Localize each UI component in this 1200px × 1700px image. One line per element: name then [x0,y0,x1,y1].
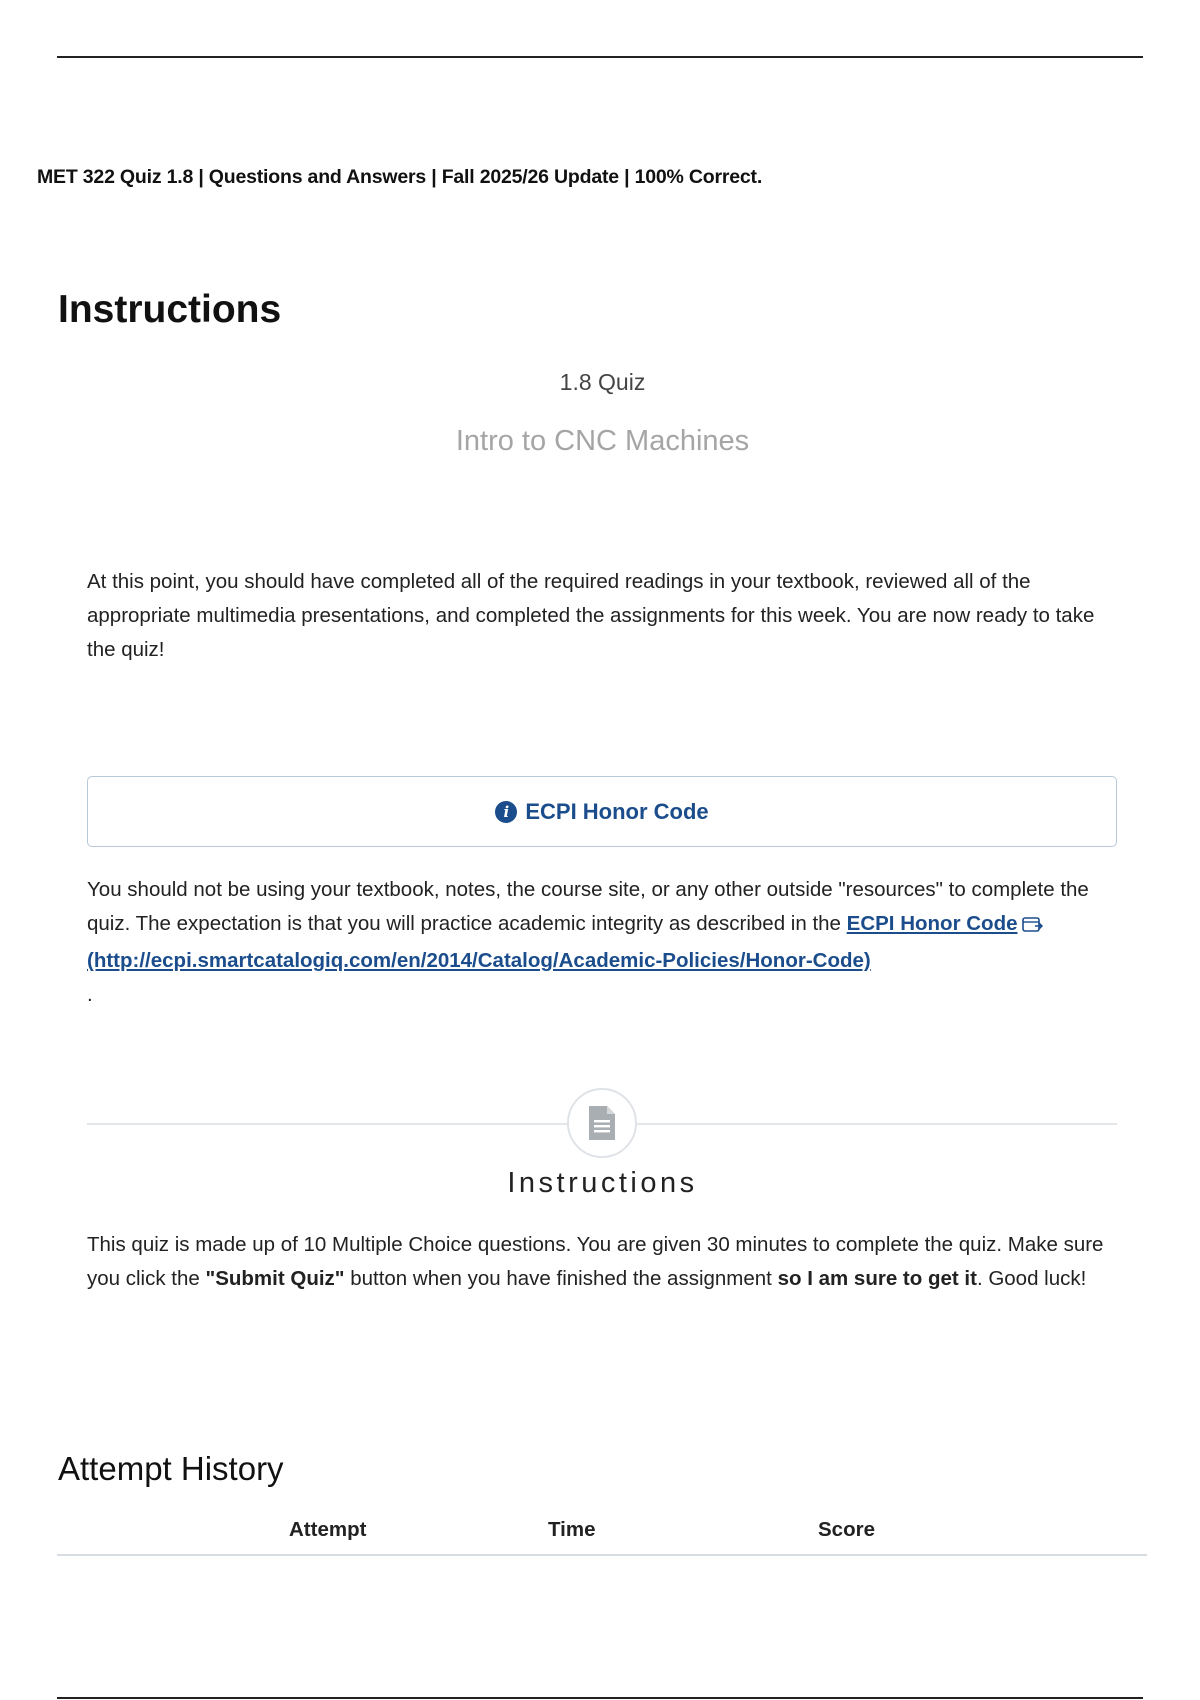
info-circle-icon: i [495,801,517,823]
top-rule [57,56,1143,58]
quiz-text-1: This quiz is made up of 10 Multiple Choice questions. You are given 30 minutes to complete the quiz. Make sure you click the [87,1233,1104,1290]
honor-code-paragraph [87,873,1122,1012]
honor-code-end: . [87,983,93,1006]
quiz-submit-bold: "Submit Quiz" [205,1267,345,1290]
quiz-text-3: . Good luck! [976,1267,1087,1290]
external-link-icon [1022,910,1044,944]
column-header-time: Time [548,1518,596,1541]
quiz-instructions-paragraph [87,1228,1122,1296]
document-icon [567,1088,637,1158]
quiz-label: 1.8 Quiz [559,369,646,395]
quiz-text-2: button when you have finished the assignment [344,1267,778,1290]
instructions-section-heading: Instructions [507,1167,698,1199]
quiz-subtitle: Intro to CNC Machines [455,425,750,457]
honor-code-text: You should not be using your textbook, notes, the course site, or any other outside "resources" to complete the quiz. The expectation is that you will practice academic integrity as described in the [87,878,1089,935]
document-title: MET 322 Quiz 1.8 | Questions and Answers | Fall 2025/26 Update | 100% Correct. [37,166,763,188]
column-header-attempt: Attempt [289,1518,367,1541]
honor-code-box-title: ECPI Honor Code [525,798,709,824]
honor-code-link[interactable]: ECPI Honor Code [846,912,1018,935]
attempt-table-header [57,1512,1147,1556]
honor-code-box[interactable] [87,776,1117,847]
column-header-score: Score [818,1518,875,1541]
bottom-rule [57,1697,1143,1699]
intro-paragraph: At this point, you should have completed all of the required readings in your textbook, reviewed all of the appropriate multimedia presentations, and completed the assignments for this week. You are now ready to take the quiz! [87,570,1095,661]
honor-code-url-link[interactable]: (http://ecpi.smartcatalogiq.com/en/2014/Catalog/Academic-Policies/Honor-Code) [87,949,871,972]
quiz-sure-bold: so I am sure to get it [777,1267,977,1290]
page-title: Instructions [58,288,282,331]
attempt-history-heading: Attempt History [58,1450,284,1487]
